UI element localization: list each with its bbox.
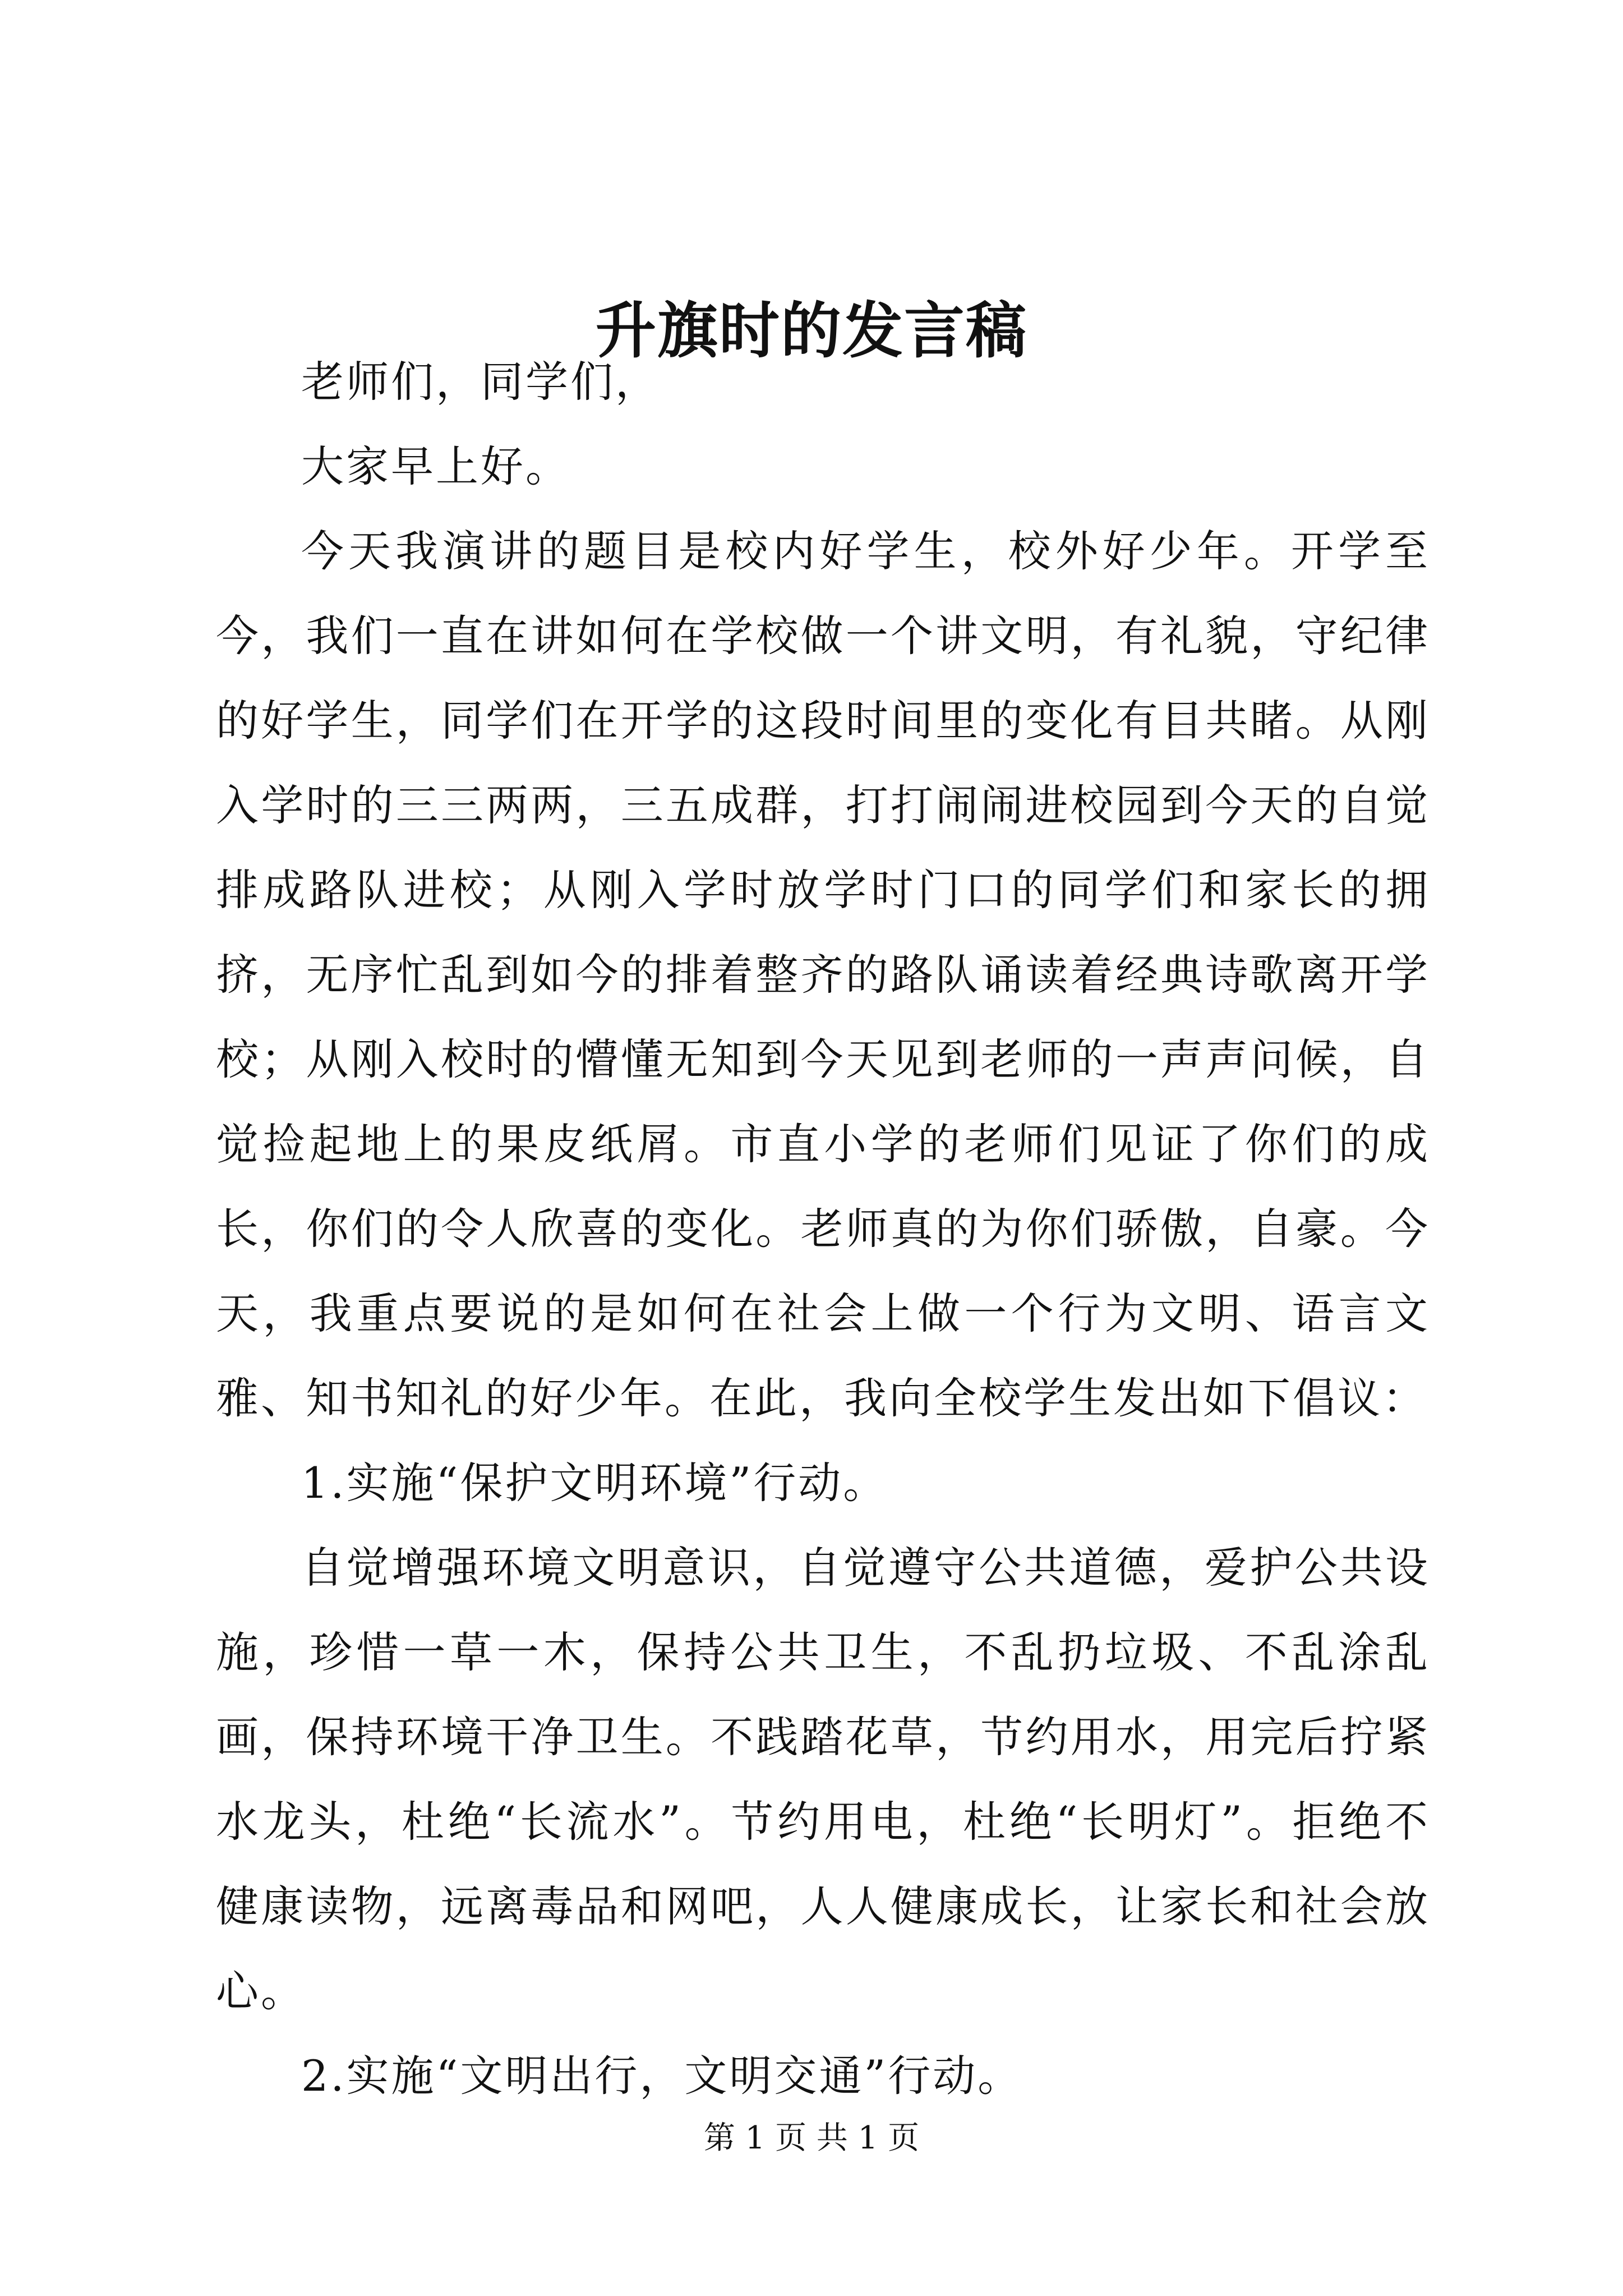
morning-paragraph: 大家早上好。 (301, 441, 570, 491)
initiative-2-heading: 2.实施“文明出行，文明交通”行动。 (301, 2051, 1023, 2101)
initiative-1-paragraph: 自觉增强环境文明意识，自觉遵守公共道德，爱护公共设施，珍惜一草一木，保持公共卫生，不乱扔垃圾、不乱涂乱画，保持环境干净卫生。不践踏花草，节约用水，用完后拧紧水龙头，杜绝“长流水”。节约用电，杜绝“长明灯”。拒绝不健康读物，远离毒品和网吧，人人健康成长，让家长和社会放心。 (216, 1543, 1430, 2016)
document-body (216, 339, 1430, 2118)
page-footer: 第 1 页 共 1 页 (703, 2120, 920, 2156)
greeting-paragraph: 老师们，同学们， (301, 357, 660, 407)
document-title: 升旗时的发言稿 (595, 296, 1027, 366)
speech-paragraph: 今天我演讲的题目是校内好学生，校外好少年。开学至今，我们一直在讲如何在学校做一个讲文明，有礼貌，守纪律的好学生，同学们在开学的这段时间里的变化有目共睹。从刚入学时的三三两两，三五成群，打打闹闹进校园到今天的自觉排成路队进校；从刚入学时放学时门口的同学们和家长的拥挤，无序忙乱到如今的排着整齐的路队诵读着经典诗歌离开学校；从刚入校时的懵懂无知到今天见到老师的一声声问候，自觉捡起地上的果皮纸屑。市直小学的老师们见证了你们的成长，你们的令人欣喜的变化。老师真的为你们骄傲，自豪。今天，我重点要说的是如何在社会上做一个行为文明、语言文雅、知书知礼的好少年。在此，我向全校学生发出如下倡议： (216, 526, 1430, 1423)
initiative-1-heading: 1.实施“保护文明环境”行动。 (301, 1458, 888, 1508)
